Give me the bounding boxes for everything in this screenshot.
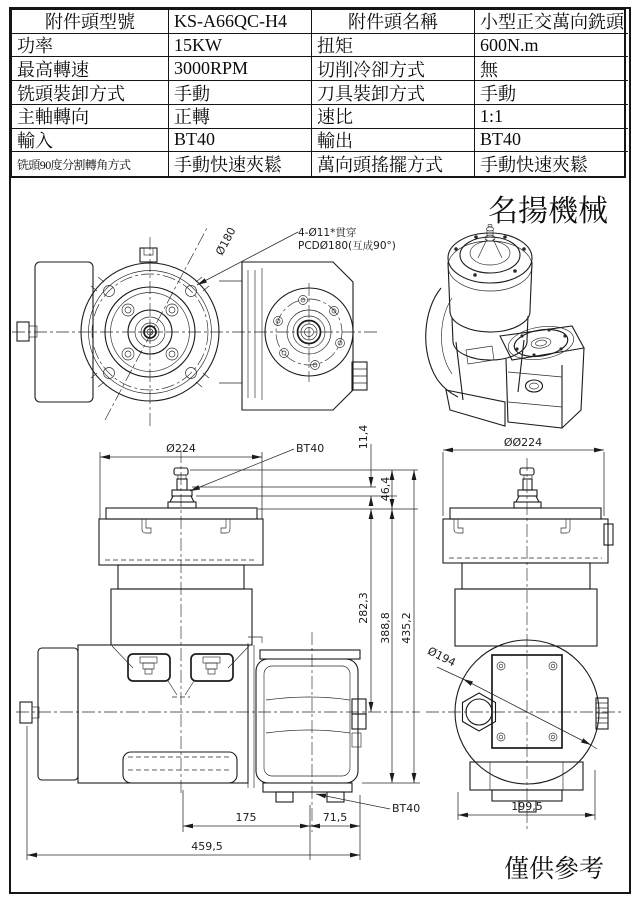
spec-label: 刀具裝卸方式 — [312, 81, 475, 105]
spec-value: 3000RPM — [169, 57, 312, 81]
reference-note: 僅供參考 — [503, 856, 605, 883]
isometric-view — [426, 224, 584, 428]
spec-label: 附件頭型號 — [12, 10, 169, 34]
end-view — [425, 436, 622, 832]
dim-175: 175 — [235, 811, 257, 824]
spec-label: 輸入 — [12, 129, 169, 153]
spec-value: 小型正交萬向銑頭 — [475, 10, 628, 34]
flange-bolt-dots — [454, 235, 526, 277]
spec-value: BT40 — [169, 129, 312, 153]
dim-459-5: 459,5 — [191, 840, 223, 853]
spec-value: 手動快速夾鬆 — [480, 155, 588, 176]
spec-label: 扭矩 — [312, 34, 475, 58]
front-flange-diameter-label: Ø180 — [213, 225, 239, 258]
bolt-note-line2: PCDØ180(互成90°) — [298, 240, 396, 252]
dim-46-4: 46,4 — [379, 476, 392, 502]
bt40-taper-top — [168, 468, 196, 508]
spec-value: 正轉 — [169, 105, 312, 129]
gearbox — [242, 262, 367, 410]
dim-dia224-left: Ø224 — [166, 442, 196, 455]
spec-value: 手動 — [475, 81, 628, 105]
bolt-note-line1: 4-Ø11*貫穿 — [298, 227, 357, 239]
spec-table — [10, 8, 626, 178]
dim-dia224-right: ØØ224 — [503, 436, 543, 449]
bt40-taper-end — [514, 468, 541, 508]
spec-label: 最高轉速 — [12, 57, 169, 81]
dim-388-8: 388,8 — [379, 612, 392, 644]
dim-dia194: Ø194 — [425, 644, 458, 670]
front-view — [12, 225, 396, 428]
dim-282-3: 282,3 — [357, 592, 370, 624]
spec-value: 無 — [475, 57, 628, 81]
spec-label: 切削冷卻方式 — [312, 57, 475, 81]
spec-value: 600N.m — [475, 34, 628, 58]
spec-value: 15KW — [169, 34, 312, 58]
spec-value: KS-A66QC-H4 — [169, 10, 312, 34]
dim-435-2: 435,2 — [400, 612, 413, 644]
dim-199-5: 199,5 — [511, 800, 543, 813]
elevation-view — [16, 425, 420, 860]
spec-label: 速比 — [312, 105, 475, 129]
dim-11-4: 11,4 — [357, 424, 370, 450]
spec-label: 铣頭90度分割轉角方式 — [12, 152, 169, 176]
spec-label: 主軸轉向 — [12, 105, 169, 129]
elevation-dimensions — [27, 425, 420, 860]
spec-value: 手動 — [169, 81, 312, 105]
bt40-top-label: BT40 — [296, 442, 325, 455]
spec-label: 萬向頭搖擺方式 — [312, 152, 475, 176]
spec-label: 功率 — [12, 34, 169, 58]
spec-value: 1:1 — [475, 105, 628, 129]
bt40-bottom-label: BT40 — [392, 802, 421, 815]
spec-label: 附件頭名稱 — [312, 10, 475, 34]
dim-71-5: 71,5 — [322, 811, 348, 824]
output-head — [248, 637, 366, 802]
spec-value: BT40 — [475, 129, 628, 153]
spec-label: 輸出 — [312, 129, 475, 153]
spec-value: 手動快速夾鬆 — [169, 152, 312, 176]
clamp-windows — [112, 646, 249, 697]
company-name: 名揚機械 — [488, 195, 608, 228]
spec-label: 铣頭裝卸方式 — [12, 81, 169, 105]
